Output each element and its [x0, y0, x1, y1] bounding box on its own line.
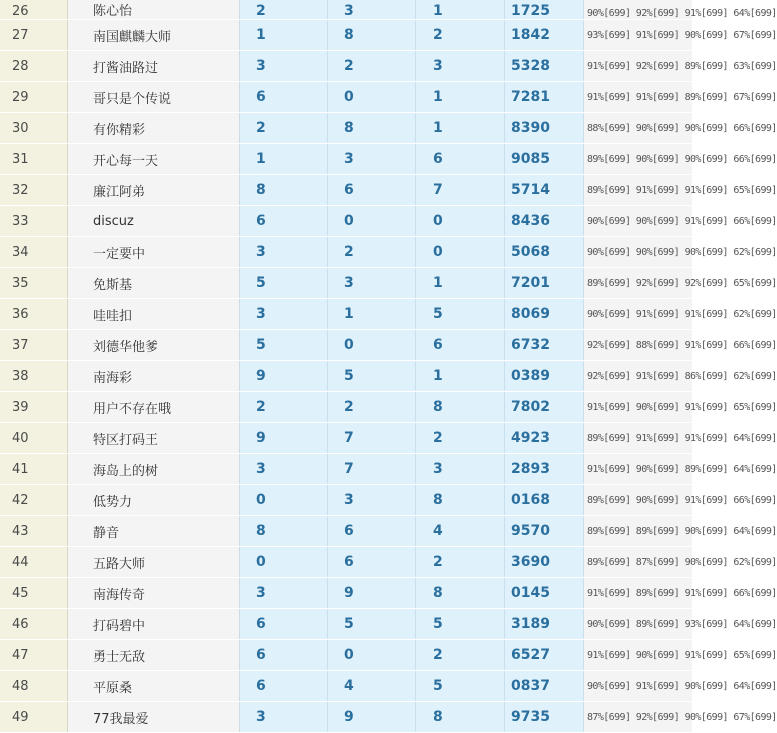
rank-cell: 39: [0, 392, 68, 423]
digit3-cell: 8: [416, 702, 505, 733]
digit1-cell: 3: [240, 237, 328, 268]
digit2-cell: 8: [328, 113, 416, 144]
rank-cell: 45: [0, 578, 68, 609]
digit3-cell: 7: [416, 175, 505, 206]
digit3-cell: 1: [416, 82, 505, 113]
accuracy-stats-cell: 88%[699] 90%[699] 90%[699] 66%[699]: [584, 113, 693, 144]
table-row: [0, 516, 692, 547]
digit2-cell: 2: [328, 51, 416, 82]
code-cell: 5328: [505, 51, 584, 82]
table-row: [0, 330, 692, 361]
digit2-cell: 3: [328, 268, 416, 299]
digit1-cell: 2: [240, 0, 328, 20]
accuracy-stats-cell: 91%[699] 91%[699] 89%[699] 67%[699]: [584, 82, 693, 113]
digit3-cell: 1: [416, 268, 505, 299]
rank-cell: 44: [0, 547, 68, 578]
accuracy-stats-cell: 87%[699] 92%[699] 90%[699] 67%[699]: [584, 702, 693, 733]
digit3-cell: 8: [416, 578, 505, 609]
accuracy-stats-cell: 90%[699] 89%[699] 93%[699] 64%[699]: [584, 609, 693, 640]
username-cell: 一定要中: [68, 237, 240, 268]
code-cell: 1842: [505, 20, 584, 51]
table-row: [0, 144, 692, 175]
table-row: [0, 702, 692, 733]
rank-cell: 46: [0, 609, 68, 640]
digit2-cell: 6: [328, 516, 416, 547]
username-cell: discuz: [68, 206, 240, 237]
code-cell: 9085: [505, 144, 584, 175]
table-row: [0, 392, 692, 423]
code-cell: 4923: [505, 423, 584, 454]
username-cell: 廉江阿弟: [68, 175, 240, 206]
digit2-cell: 1: [328, 299, 416, 330]
digit1-cell: 8: [240, 516, 328, 547]
accuracy-stats-cell: 89%[699] 91%[699] 91%[699] 65%[699]: [584, 175, 693, 206]
code-cell: 0837: [505, 671, 584, 702]
code-cell: 7201: [505, 268, 584, 299]
username-cell: 南海传奇: [68, 578, 240, 609]
digit3-cell: 5: [416, 299, 505, 330]
code-cell: 8390: [505, 113, 584, 144]
accuracy-stats-cell: 89%[699] 89%[699] 90%[699] 64%[699]: [584, 516, 693, 547]
rank-cell: 42: [0, 485, 68, 516]
username-cell: 用户不存在哦: [68, 392, 240, 423]
table-row: [0, 299, 692, 330]
digit2-cell: 6: [328, 175, 416, 206]
rank-cell: 38: [0, 361, 68, 392]
username-cell: 哥只是个传说: [68, 82, 240, 113]
table-row: [0, 237, 692, 268]
rank-cell: 41: [0, 454, 68, 485]
username-cell: 特区打码王: [68, 423, 240, 454]
digit2-cell: 6: [328, 547, 416, 578]
digit3-cell: 1: [416, 113, 505, 144]
digit2-cell: 5: [328, 609, 416, 640]
accuracy-stats-cell: 91%[699] 90%[699] 91%[699] 65%[699]: [584, 392, 693, 423]
code-cell: 0168: [505, 485, 584, 516]
digit1-cell: 6: [240, 609, 328, 640]
table-row: [0, 609, 692, 640]
code-cell: 0389: [505, 361, 584, 392]
code-cell: 5068: [505, 237, 584, 268]
username-cell: 哇哇扣: [68, 299, 240, 330]
accuracy-stats-cell: 91%[699] 90%[699] 89%[699] 64%[699]: [584, 454, 693, 485]
digit2-cell: 3: [328, 0, 416, 20]
code-cell: 3690: [505, 547, 584, 578]
digit3-cell: 0: [416, 237, 505, 268]
rank-cell: 35: [0, 268, 68, 299]
rank-cell: 30: [0, 113, 68, 144]
username-cell: 勇士无敌: [68, 640, 240, 671]
digit1-cell: 6: [240, 82, 328, 113]
rank-cell: 49: [0, 702, 68, 733]
rank-cell: 31: [0, 144, 68, 175]
code-cell: 7802: [505, 392, 584, 423]
rank-cell: 37: [0, 330, 68, 361]
accuracy-stats-cell: 89%[699] 92%[699] 92%[699] 65%[699]: [584, 268, 693, 299]
digit3-cell: 6: [416, 144, 505, 175]
code-cell: 9570: [505, 516, 584, 547]
digit1-cell: 9: [240, 361, 328, 392]
code-cell: 8436: [505, 206, 584, 237]
table-row: [0, 454, 692, 485]
digit3-cell: 2: [416, 547, 505, 578]
rank-cell: 32: [0, 175, 68, 206]
digit2-cell: 3: [328, 144, 416, 175]
accuracy-stats-cell: 89%[699] 87%[699] 90%[699] 62%[699]: [584, 547, 693, 578]
code-cell: 6732: [505, 330, 584, 361]
table-row: [0, 0, 692, 20]
username-cell: 免斯基: [68, 268, 240, 299]
rank-cell: 27: [0, 20, 68, 51]
username-cell: 打酱油路过: [68, 51, 240, 82]
accuracy-stats-cell: 90%[699] 91%[699] 91%[699] 62%[699]: [584, 299, 693, 330]
digit1-cell: 1: [240, 144, 328, 175]
rank-cell: 48: [0, 671, 68, 702]
table-row: [0, 113, 692, 144]
digit3-cell: 2: [416, 640, 505, 671]
username-cell: 海岛上的树: [68, 454, 240, 485]
digit3-cell: 1: [416, 0, 505, 20]
digit1-cell: 6: [240, 671, 328, 702]
username-cell: 五路大师: [68, 547, 240, 578]
accuracy-stats-cell: 91%[699] 90%[699] 91%[699] 65%[699]: [584, 640, 693, 671]
digit3-cell: 0: [416, 206, 505, 237]
accuracy-stats-cell: 92%[699] 88%[699] 91%[699] 66%[699]: [584, 330, 693, 361]
digit1-cell: 3: [240, 51, 328, 82]
digit1-cell: 5: [240, 268, 328, 299]
digit3-cell: 2: [416, 20, 505, 51]
accuracy-stats-cell: 90%[699] 92%[699] 91%[699] 64%[699]: [584, 0, 693, 20]
accuracy-stats-cell: 89%[699] 90%[699] 91%[699] 66%[699]: [584, 485, 693, 516]
digit2-cell: 5: [328, 361, 416, 392]
accuracy-stats-cell: 93%[699] 91%[699] 90%[699] 67%[699]: [584, 20, 693, 51]
accuracy-stats-cell: 90%[699] 90%[699] 90%[699] 62%[699]: [584, 237, 693, 268]
digit2-cell: 7: [328, 454, 416, 485]
digit1-cell: 2: [240, 392, 328, 423]
digit2-cell: 3: [328, 485, 416, 516]
code-cell: 3189: [505, 609, 584, 640]
table-row: [0, 423, 692, 454]
accuracy-stats-cell: 92%[699] 91%[699] 86%[699] 62%[699]: [584, 361, 693, 392]
accuracy-stats-cell: 91%[699] 92%[699] 89%[699] 63%[699]: [584, 51, 693, 82]
rank-cell: 47: [0, 640, 68, 671]
username-cell: 南国麒麟大师: [68, 20, 240, 51]
digit3-cell: 8: [416, 485, 505, 516]
username-cell: 低势力: [68, 485, 240, 516]
digit2-cell: 4: [328, 671, 416, 702]
digit1-cell: 6: [240, 640, 328, 671]
digit1-cell: 9: [240, 423, 328, 454]
code-cell: 7281: [505, 82, 584, 113]
accuracy-stats-cell: 89%[699] 90%[699] 90%[699] 66%[699]: [584, 144, 693, 175]
rank-cell: 26: [0, 0, 68, 20]
digit2-cell: 2: [328, 392, 416, 423]
rank-cell: 36: [0, 299, 68, 330]
digit2-cell: 9: [328, 702, 416, 733]
digit3-cell: 1: [416, 361, 505, 392]
digit1-cell: 2: [240, 113, 328, 144]
username-cell: 陈心怡: [68, 0, 240, 20]
digit2-cell: 0: [328, 206, 416, 237]
digit3-cell: 5: [416, 609, 505, 640]
table-row: [0, 547, 692, 578]
accuracy-stats-cell: 91%[699] 89%[699] 91%[699] 66%[699]: [584, 578, 693, 609]
table-row: [0, 175, 692, 206]
digit3-cell: 3: [416, 51, 505, 82]
code-cell: 0145: [505, 578, 584, 609]
rank-cell: 43: [0, 516, 68, 547]
code-cell: 9735: [505, 702, 584, 733]
digit2-cell: 0: [328, 82, 416, 113]
username-cell: 南海彩: [68, 361, 240, 392]
table-row: [0, 671, 692, 702]
digit1-cell: 6: [240, 206, 328, 237]
digit2-cell: 2: [328, 237, 416, 268]
digit1-cell: 0: [240, 485, 328, 516]
table-row: [0, 51, 692, 82]
username-cell: 静音: [68, 516, 240, 547]
table-row: [0, 361, 692, 392]
table-row: [0, 485, 692, 516]
table-row: [0, 82, 692, 113]
code-cell: 1725: [505, 0, 584, 20]
digit3-cell: 2: [416, 423, 505, 454]
username-cell: 开心每一天: [68, 144, 240, 175]
digit1-cell: 8: [240, 175, 328, 206]
username-cell: 有你精彩: [68, 113, 240, 144]
table-row: [0, 578, 692, 609]
digit3-cell: 6: [416, 330, 505, 361]
username-cell: 77我最爱: [68, 702, 240, 733]
rank-cell: 28: [0, 51, 68, 82]
code-cell: 8069: [505, 299, 584, 330]
digit2-cell: 0: [328, 330, 416, 361]
digit2-cell: 7: [328, 423, 416, 454]
digit3-cell: 8: [416, 392, 505, 423]
code-cell: 2893: [505, 454, 584, 485]
accuracy-stats-cell: 90%[699] 91%[699] 90%[699] 64%[699]: [584, 671, 693, 702]
digit1-cell: 5: [240, 330, 328, 361]
rank-cell: 33: [0, 206, 68, 237]
digit1-cell: 3: [240, 299, 328, 330]
accuracy-stats-cell: 89%[699] 91%[699] 91%[699] 64%[699]: [584, 423, 693, 454]
digit3-cell: 5: [416, 671, 505, 702]
table-row: [0, 640, 692, 671]
digit1-cell: 3: [240, 454, 328, 485]
table-row: [0, 206, 692, 237]
username-cell: 打码碧中: [68, 609, 240, 640]
rank-cell: 40: [0, 423, 68, 454]
username-cell: 平原桑: [68, 671, 240, 702]
table-row: [0, 268, 692, 299]
code-cell: 5714: [505, 175, 584, 206]
digit1-cell: 1: [240, 20, 328, 51]
digit2-cell: 8: [328, 20, 416, 51]
digit2-cell: 0: [328, 640, 416, 671]
digit3-cell: 4: [416, 516, 505, 547]
digit3-cell: 3: [416, 454, 505, 485]
digit1-cell: 0: [240, 547, 328, 578]
rank-cell: 34: [0, 237, 68, 268]
digit1-cell: 3: [240, 702, 328, 733]
accuracy-stats-cell: 90%[699] 90%[699] 91%[699] 66%[699]: [584, 206, 693, 237]
code-cell: 6527: [505, 640, 584, 671]
username-cell: 刘德华他爹: [68, 330, 240, 361]
digit1-cell: 3: [240, 578, 328, 609]
table-row: [0, 20, 692, 51]
rank-cell: 29: [0, 82, 68, 113]
digit2-cell: 9: [328, 578, 416, 609]
